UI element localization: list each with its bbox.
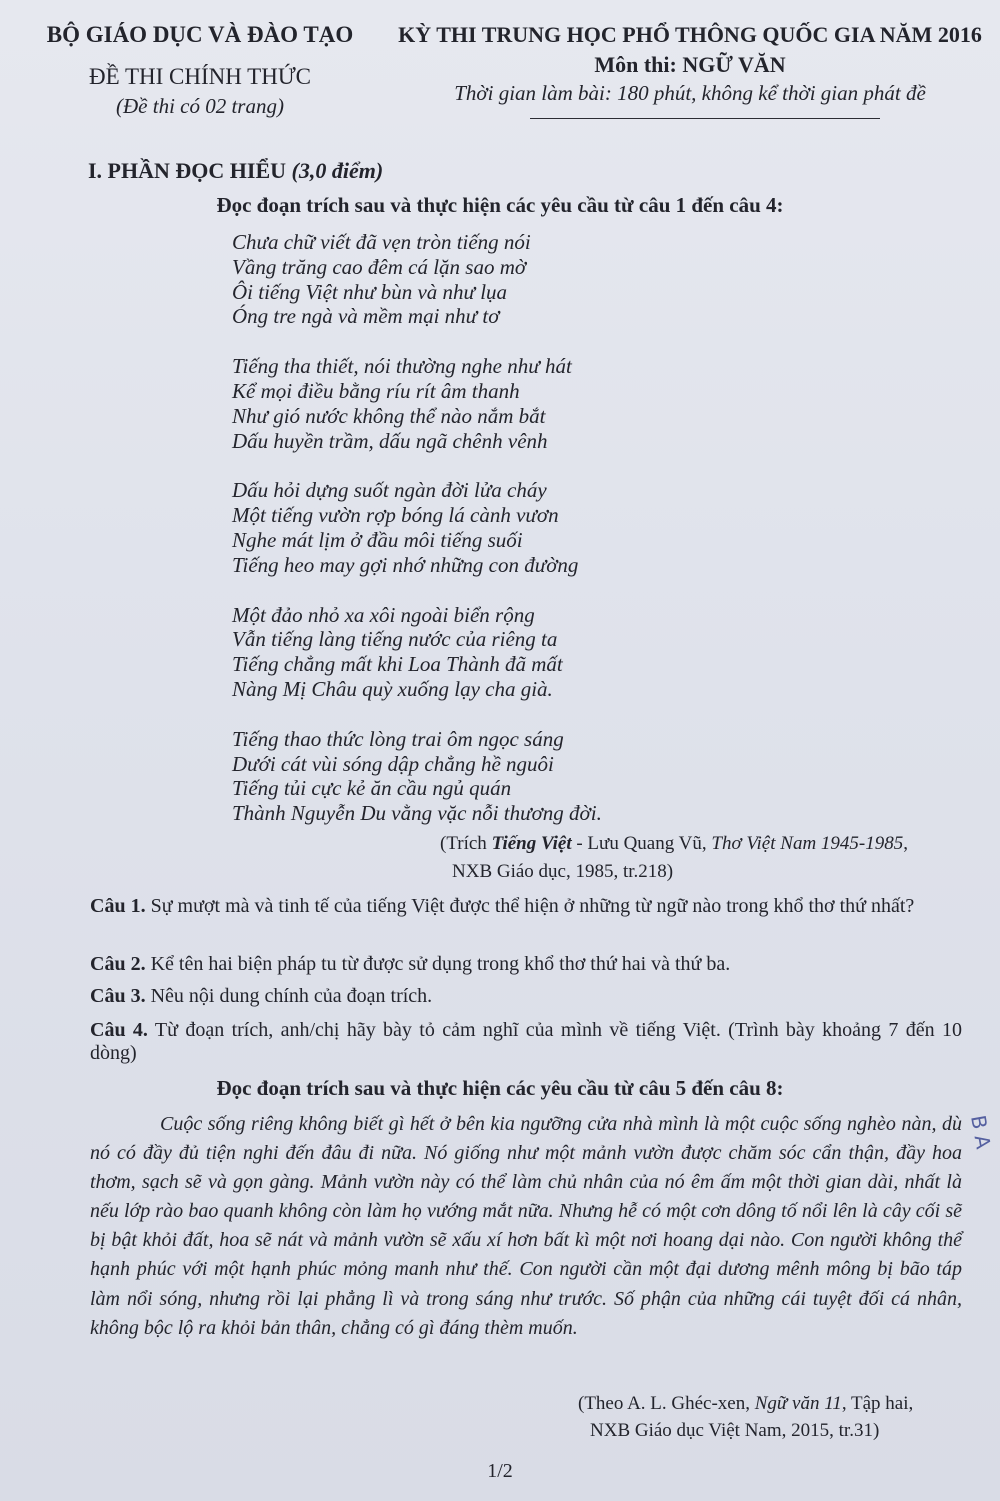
question-label: Câu 4.: [90, 1019, 148, 1041]
poem-stanza: [232, 230, 602, 329]
question-3: [90, 985, 962, 1008]
subject-line: Môn thi: NGỮ VĂN: [594, 52, 786, 77]
source-book: Ngữ văn 11: [754, 1393, 842, 1414]
poem-line: Nàng Mị Châu quỳ xuống lạy cha già.: [232, 676, 553, 701]
citation-comma: ,: [903, 833, 908, 854]
question-label: Câu 1.: [90, 895, 146, 917]
instruction-q5-8: Đọc đoạn trích sau và thực hiện các yêu cầu từ câu 5 đến câu 8:: [216, 1076, 784, 1100]
section-name: I. PHẦN ĐỌC HIỂU: [88, 158, 287, 183]
poem-line: Tiếng thao thức lòng trai ôm ngọc sáng: [232, 726, 564, 751]
question-4: [90, 1019, 962, 1065]
poem-line: Nghe mát lịm ở đầu môi tiếng suối: [232, 527, 523, 552]
poem-line: Tiếng tủi cực kẻ ăn cầu ngủ quán: [232, 776, 512, 801]
poem-line: Kể mọi điều bằng ríu rít âm thanh: [232, 378, 520, 403]
source-publisher: NXB Giáo dục Việt Nam, 2015, tr.31): [590, 1420, 880, 1441]
poem-line: Ôi tiếng Việt như bùn và như lụa: [232, 279, 508, 304]
poem-line: Dấu huyền trầm, dấu ngã chênh vênh: [232, 428, 548, 453]
poem-line: Như gió nước không thể nào nắm bắt: [232, 403, 546, 428]
poem-line: Dưới cát vùi sóng dập chẳng hề nguôi: [232, 751, 554, 776]
instruction-q1-4: Đọc đoạn trích sau và thực hiện các yêu cầu từ câu 1 đến câu 4:: [216, 193, 784, 217]
time-note: Thời gian làm bài: 180 phút, không kể thời gian phát đề: [454, 81, 926, 105]
citation-title: Tiếng Việt: [491, 833, 572, 854]
citation-author: - Lưu Quang Vũ,: [571, 833, 712, 854]
handwritten-mark: B A: [966, 1113, 996, 1151]
header-divider: [530, 118, 880, 119]
poem-line: Vầng trăng cao đêm cá lặn sao mờ: [232, 254, 527, 279]
question-text: Từ đoạn trích, anh/chị hãy bày tỏ cảm nghĩ của mình về tiếng Việt. (Trình bày khoảng 7 đến 10 dòng): [90, 1019, 962, 1064]
question-label: Câu 3.: [90, 985, 146, 1007]
poem-stanza: [232, 603, 602, 702]
poem-line: Tiếng heo may gợi nhớ những con đường: [232, 552, 579, 577]
poem-line: Một tiếng vườn rợp bóng lá cành vươn: [232, 503, 559, 528]
poem-line: Dấu hỏi dựng suốt ngàn đời lửa cháy: [232, 478, 547, 503]
header-left: [20, 18, 380, 120]
question-text: Nêu nội dung chính của đoạn trích.: [145, 985, 433, 1007]
poem-line: Chưa chữ viết đã vẹn tròn tiếng nói: [232, 230, 531, 254]
poem-line: Tiếng chẳng mất khi Loa Thành đã mất: [232, 652, 563, 677]
page-count-note: (Đề thi có 02 trang): [116, 94, 284, 118]
poem-line: Một đảo nhỏ xa xôi ngoài biển rộng: [232, 602, 535, 627]
question-2: [90, 953, 962, 976]
question-text: Kể tên hai biện pháp tu từ được sử dụng trong khổ thơ thứ hai và thứ ba.: [145, 953, 731, 975]
poem-stanza: [232, 727, 602, 826]
prose-excerpt: Cuộc sống riêng không biết gì hết ở bên kia ngưỡng cửa nhà mình là một cuộc sống nghèo nàn, dù nó có đầy đủ tiện nghi đến đâu đi nữa. Nó giống như một mảnh vườn được chăm sóc cẩn thận, đầy hoa thơm, sạch sẽ và gọn gàng. Mảnh vườn này có thể làm chủ nhân của nó êm ấm một thời gian dài, nhất là nếu lớp rào bao quanh không còn làm họ vướng mắt nữa. Nhưng hễ có một cơn dông tố nổi lên là cây cối sẽ bị bật khỏi đất, hoa sẽ nát và mảnh vườn sẽ xấu xí hơn bất kì một nơi hoang dại nào. Con người không thể hạnh phúc với một hạnh phúc mỏng manh như thế. Con người cần một đại dương mênh mông bị bão táp làm nổi sóng, nhưng rồi lại phẳng lì và trong sáng như trước. Số phận của những cái tuyệt đối cá nhân, không bộc lộ ra khỏi bản thân, chẳng có gì đáng thèm muốn.: [90, 1113, 962, 1339]
ministry-name: BỘ GIÁO DỤC VÀ ĐÀO TẠO: [46, 22, 354, 47]
official-exam-label: ĐỀ THI CHÍNH THỨC: [88, 64, 312, 89]
exam-title: KỲ THI TRUNG HỌC PHỔ THÔNG QUỐC GIA NĂM 2016: [398, 22, 982, 47]
citation-publisher: NXB Giáo dục, 1985, tr.218): [452, 861, 674, 882]
question-text: Sự mượt mà và tinh tế của tiếng Việt được thể hiện ở những từ ngữ nào trong khổ thơ thứ nhất?: [145, 895, 915, 917]
source-open: (Theo A. L. Ghéc-xen,: [578, 1393, 755, 1414]
question-label: Câu 2.: [90, 953, 146, 975]
poem-stanza: [232, 354, 602, 453]
poem-excerpt: [232, 230, 602, 851]
poem-stanza: [232, 478, 602, 577]
page-number: 1/2: [487, 1460, 513, 1482]
section-points: (3,0 điểm): [291, 158, 384, 183]
poem-citation: [440, 830, 908, 886]
poem-line: Óng tre ngà và mềm mại như tơ: [232, 304, 500, 329]
poem-line: Vẫn tiếng làng tiếng nước của riêng ta: [232, 627, 558, 652]
citation-open: (Trích: [440, 833, 492, 854]
poem-line: Tiếng tha thiết, nói thường nghe như hát: [232, 354, 572, 379]
header-right: [385, 18, 995, 108]
section-title: [88, 158, 383, 184]
citation-book: Thơ Việt Nam 1945-1985: [711, 833, 904, 854]
question-1: [90, 895, 962, 918]
prose-source: [578, 1390, 913, 1444]
poem-line: Thành Nguyễn Du vằng vặc nỗi thương đời.: [232, 801, 602, 826]
source-rest: , Tập hai,: [841, 1393, 914, 1414]
